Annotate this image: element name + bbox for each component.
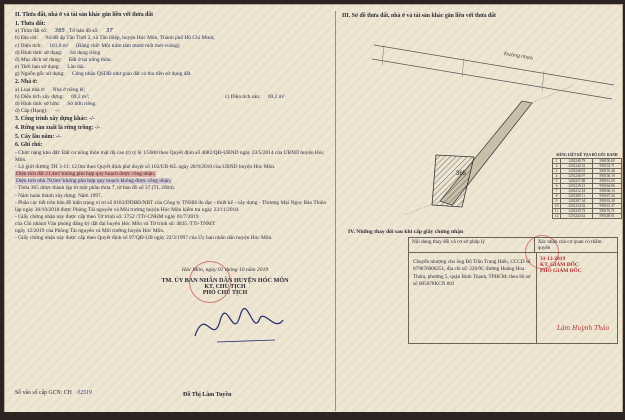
use-form-row	[15, 50, 327, 57]
coordinate-cell: 6	[553, 184, 561, 189]
section-iii-title: III. Sơ đồ thửa đất, nhà ở và tài sản khác gắn liền với thửa đất	[342, 13, 496, 19]
grade-row	[15, 108, 327, 115]
address-label: b) Địa chỉ:	[15, 35, 39, 42]
map-tick-1	[382, 45, 384, 65]
coordinate-cell: 9	[553, 199, 561, 204]
note-11: - Giấy chứng nhận này được cấp theo Quyết định số 97/QĐ-UB ngày 22/3/1997 của Ủy ban nhân dân huyện Hóc Môn.	[15, 235, 273, 242]
change-date: 31-12-2019	[540, 256, 566, 262]
ownership-label: d) Hình thức sở hữu:	[15, 101, 60, 108]
coordinate-cell: 590155.46	[593, 169, 622, 174]
coordinate-cell: 1201240.91	[561, 169, 593, 174]
coordinate-cell: 1201219.12	[561, 184, 593, 189]
note-6: - Năm hoàn thành xây dựng: Năm 1997.	[15, 192, 103, 199]
note-1: - Chức năng khu đất: Đất cư nông thôn mật độ cao (t) tỷ lệ 1/5000 theo Quyết định số 4082/QĐ-UBND ngày 23/5/2014 của UBND huyện Hóc Môn.	[15, 149, 324, 163]
use-form-label: d) Hình thức sử dụng:	[15, 49, 63, 56]
road-label: Đường nhựa	[503, 51, 534, 62]
coordinate-cell: 590164.06	[593, 184, 622, 189]
coordinate-cell: 590152.71	[593, 164, 622, 169]
stamp-title: KT. GIÁM ĐỐC	[540, 262, 579, 268]
ownership-value: Sở hữu riêng.	[67, 101, 97, 108]
house-type-row	[15, 87, 327, 94]
changes-col-content: Nội dung thay đổi và cơ sở pháp lý	[409, 238, 535, 252]
note-3	[15, 171, 327, 178]
coordinate-cell: 1201227.08	[561, 179, 593, 184]
coordinate-cell: 2	[553, 164, 561, 169]
origin-row	[15, 71, 327, 78]
coordinate-cell: 1201209.11	[561, 194, 593, 199]
house-footprint	[432, 155, 474, 207]
house-type-label: a) Loại nhà ở:	[15, 86, 46, 93]
house-heading: 2. Nhà ở:	[15, 79, 38, 86]
coordinate-cell: 1201207.34	[561, 199, 593, 204]
coordinate-table	[552, 153, 622, 219]
coordinate-cell: 1201214.02	[561, 204, 593, 209]
handwritten-signature	[125, 296, 325, 356]
coordinate-cell: 4	[553, 174, 561, 179]
coordinate-cell: 590161.47	[593, 204, 622, 209]
coordinate-cell: 1201212.54	[561, 189, 593, 194]
note-7: - Phần các tiết trên bản đồ hiện trạng vị trí số 0183/DDBĐ/NBT của Công ty TNHH đo đạc - thiết kế - xây dựng - Thương Mại Ngọc Bảo Thiên lập ngày 30/10/2018 được Phòng Tài nguyên và Môi trường huyện Hóc Môn kiểm tra ngày 23/11/2018.	[15, 199, 327, 213]
changes-table	[408, 237, 618, 344]
built-area-label: b) Diện tích xây dựng:	[15, 93, 64, 100]
changes-row	[409, 253, 617, 343]
area-row	[15, 43, 327, 50]
grade-label: đ) Cấp (Hạng):	[15, 108, 48, 115]
parcel-number-label: 365	[456, 171, 467, 177]
floor-area-value: 69,2 m²	[267, 93, 285, 100]
map-tick-3	[542, 71, 544, 91]
floor-area-label: c) Diện tích sàn:	[225, 93, 261, 100]
book-number-value: 02519	[77, 390, 92, 396]
planted-forest: 4. Rừng sản xuất là rừng trồng: -/-	[15, 124, 101, 131]
note-2: - Lộ giới đường TH 3-11: 12,0m theo Quyết định phê duyệt số 162/UB-KL ngày 28/9/2010 của UBND huyện Hóc Môn.	[15, 164, 276, 171]
map-sheet-label: , Tờ bản đồ số:	[66, 28, 99, 35]
area-value: 181,0 m²	[49, 42, 69, 49]
map-sheet: 37	[105, 28, 113, 35]
kt-title: KT. CHỦ TỊCH	[204, 284, 246, 290]
signer-name: Đỗ Thị Lâm Tuyền	[183, 392, 232, 398]
address-row	[15, 35, 327, 42]
coordinate-cell: 1201248.79	[561, 159, 593, 164]
coordinate-cell: 590156.19	[593, 174, 622, 179]
stamp-signer: Lâm Huỳnh Thảo	[557, 325, 610, 332]
coordinate-cell: 590148.01	[593, 214, 622, 219]
origin-label: g) Nguồn gốc sử dụng:	[15, 71, 65, 78]
signature-block	[125, 267, 325, 361]
coordinate-cell: 3	[553, 169, 561, 174]
coordinate-cell: 1201244.62	[561, 214, 593, 219]
purpose-value: Đất ở tại nông thôn.	[68, 56, 112, 63]
coordinate-table-caption: BẢNG LIỆT KÊ TỌA ĐỘ GÓC RANH	[556, 153, 618, 157]
parcel-row	[15, 28, 327, 35]
other-works: 3. Công trình xây dựng khác: -/-	[15, 116, 95, 123]
coordinate-cell: 1201229.73	[561, 209, 593, 214]
purpose-row	[15, 57, 327, 64]
certificate-right-panel	[336, 5, 624, 417]
parcel-no-label: a) Thửa đất số:	[15, 28, 48, 35]
coordinate-cell: 7	[553, 189, 561, 194]
area-words: (Bằng chữ: Một trăm tám mươi mốt mét vuông)	[75, 42, 180, 49]
photo-background-strip	[0, 412, 625, 420]
coordinate-cell: 590161.55	[593, 179, 622, 184]
coordinate-cell: 590166.13	[593, 189, 622, 194]
term-row	[15, 64, 327, 71]
note-8: - Giấy chứng nhận này được cấp theo Tờ trình số: 3752 /TTr-CNHM ngày 01/7/2019	[15, 213, 199, 220]
coordinate-cell: 1201236.97	[561, 174, 593, 179]
coordinate-cell: 590167.26	[593, 194, 622, 199]
signer-role: PHÓ CHỦ TỊCH	[202, 290, 248, 296]
stamp-subtitle: PHÓ GIÁM ĐỐC	[540, 268, 582, 274]
note-3-highlight: Diện tích đất 21,4m² không phù hợp quy hoạch được công nhận.	[16, 171, 156, 178]
change-content: Chuyển nhượng cho ông Đỗ Trần Trung Hiếu, CCCD số 079076006251, địa chỉ số: 226/9C đường Hoàng Hoa Thám, phường 5, quận Bình Thạnh, TPHCM; theo hồ sơ số 005078KCN.001	[409, 253, 537, 343]
coordinate-cell: 12	[553, 214, 561, 219]
changes-header	[409, 238, 617, 253]
built-area-value: 69,2 m²;	[71, 93, 90, 100]
red-seal-2	[525, 235, 559, 269]
address-value: 94/4B ấp Tân Thới 2, xã Tân Hiệp, huyện Hóc Môn, Thành phố Hồ Chí Minh;	[45, 35, 215, 42]
parcel-no: 365	[54, 28, 65, 35]
coordinate-cell: 1201244.32	[561, 164, 593, 169]
coordinate-row	[553, 214, 622, 219]
coordinate-cell: 8	[553, 194, 561, 199]
certificate-page	[4, 4, 623, 416]
coordinate-cell: 10	[553, 204, 561, 209]
ownership-row	[15, 101, 327, 108]
note-5: - Thửa 365 được thành lập từ một phần thửa 7, tờ bản đồ số 37 (TL 2004).	[15, 185, 176, 192]
book-number	[15, 390, 92, 396]
origin-value: Công nhận QSDĐ như giao đất có thu tiền sử dụng đất.	[72, 71, 192, 78]
term-label: e) Thời hạn sử dụng:	[15, 63, 60, 70]
sign-date: Hóc Môn, ngày 01 tháng 10 năm 2019	[181, 267, 269, 273]
use-form-value: Sử dụng riêng	[69, 49, 101, 56]
coordinate-cell: 590150.65	[593, 159, 622, 164]
note-4-highlight: Diện tích nhà 78,6m² không phù hợp quy hoạch không được công nhận.	[16, 178, 172, 185]
section-iv-title: IV. Những thay đổi sau khi cấp giấy chứng nhận	[348, 229, 464, 235]
purpose-label: đ) Mục đích sử dụng:	[15, 56, 62, 63]
notes-heading: 6. Ghi chú:	[15, 142, 43, 149]
coordinate-cell: 5	[553, 179, 561, 184]
grade-value: -/-	[55, 108, 61, 115]
boundary-dash-1	[532, 85, 574, 103]
perennial-trees: 5. Cây lâu năm: -/-	[15, 133, 62, 140]
built-area-row	[15, 94, 327, 101]
issuing-org: TM. ỦY BAN NHÂN DÂN HUYỆN HÓC MÔN	[161, 277, 289, 284]
land-heading: 1. Thửa đất:	[15, 20, 46, 27]
coordinate-cell: 11	[553, 209, 561, 214]
book-number-label: Số vào sổ cấp GCN: CH	[15, 390, 72, 396]
coordinate-cell: 1	[553, 159, 561, 164]
note-10: ngày 12/2019 của Phòng Tài nguyên và Môi trường huyện Hóc Môn.	[15, 228, 165, 235]
note-9: của Chi nhánh Văn phòng đăng ký đất đai huyện Hóc Môn và Tờ trình số: 4835 /TTr-TNMT	[15, 221, 216, 228]
term-value: Lâu dài.	[67, 63, 85, 70]
section-ii-title: II. Thửa đất, nhà ở và tài sản khác gắn liền với thửa đất	[15, 12, 154, 18]
house-type-value: Nhà ở riêng lẻ;	[52, 86, 85, 93]
coordinate-cell: 590155.71	[593, 209, 622, 214]
area-label: c) Diện tích:	[15, 42, 42, 49]
coordinate-cell: 590163.20	[593, 199, 622, 204]
changes-col-confirm: Xác nhận của cơ quan có thẩm quyền	[537, 239, 602, 251]
